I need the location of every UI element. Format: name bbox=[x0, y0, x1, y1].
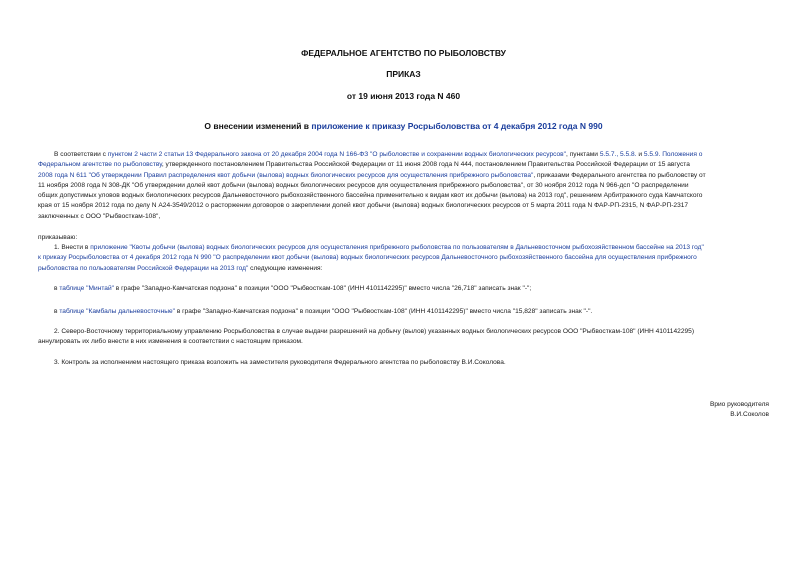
preamble-line-5: общих допустимых уловов водных биологических ресурсов Дальневосточного рыбохозяйственного бассейна применительно к видам квот их добычи (вылова) на 2013 год", решением Арбитражного суда Камчатского bbox=[38, 192, 703, 200]
change-text: в графе "Западно-Камчатская подзона" в позиции "ООО "Рыбвосткам-108" (ИНН 4101142295)" вместо числа "15,828" записать знак "-". bbox=[174, 308, 593, 315]
change-text: в графе "Западно-Камчатская подзона" в позиции "ООО "Рыбвосткам-108" (ИНН 4101142295)" вместо числа "26,718" записать знак "-"; bbox=[113, 285, 532, 292]
table-flounder-change bbox=[38, 307, 768, 317]
item-1-paragraph bbox=[38, 243, 768, 274]
appendix-link[interactable]: приложение "Квоты добычи (вылова) водных биологических ресурсов для осуществления прибрежного рыболовства по пользователям в Дальневосточном рыбохозяйственном бассейне на 2013 год" bbox=[90, 244, 704, 251]
regulation-link[interactable]: 5.5.9. Положения о bbox=[643, 151, 703, 158]
item-1-line-1 bbox=[38, 243, 768, 253]
preamble-text: , пунктами bbox=[566, 151, 600, 158]
order-word: приказываю: bbox=[38, 234, 78, 241]
table-pollock-change bbox=[38, 284, 768, 294]
title-prefix: О внесении изменений в bbox=[204, 121, 312, 131]
preamble-text: В соответствии с bbox=[54, 151, 108, 158]
preamble-line-3 bbox=[38, 171, 768, 181]
item-1-text: следующие изменения: bbox=[248, 264, 323, 272]
signatory-name: В.И.Соколов bbox=[730, 411, 769, 418]
agency-regulation-link[interactable]: Федеральном агентстве по рыболовству bbox=[38, 161, 162, 169]
order-990-link-cont[interactable]: рыболовства по пользователям Российской Федерации на 2013 год" bbox=[38, 264, 249, 272]
item-2-line-2: аннулировать их либо внести в них изменения в соответствии с настоящим приказом. bbox=[38, 338, 303, 346]
signatory-position: Врио руководителя bbox=[709, 401, 769, 408]
item-1-text: 1. Внести в bbox=[54, 244, 91, 251]
agency-heading: ФЕДЕРАЛЬНОЕ АГЕНТСТВО ПО РЫБОЛОВСТВУ bbox=[301, 48, 506, 58]
document-date-number: от 19 июня 2013 года N 460 bbox=[346, 91, 461, 101]
item-1-line-3 bbox=[38, 264, 768, 274]
preamble-paragraph bbox=[38, 150, 768, 222]
change-text: в bbox=[54, 308, 60, 315]
item-3-paragraph bbox=[38, 358, 768, 368]
table-flounder-link[interactable]: таблице "Камбалы дальневосточные" bbox=[59, 308, 175, 315]
item-1-line-2 bbox=[38, 253, 768, 263]
preamble-line-1 bbox=[38, 150, 768, 160]
preamble-text: , утвержденного постановлением Правительства Российской Федерации от 11 июня 2008 года N 444, постановлением Правительства Российской Федерации от 15 августа bbox=[161, 161, 690, 169]
table-pollock-line bbox=[38, 284, 768, 294]
document-type-heading: ПРИКАЗ bbox=[386, 69, 421, 79]
table-flounder-line bbox=[38, 307, 768, 317]
preamble-line-7: заключенных с ООО "Рыбвосткам-108", bbox=[38, 212, 161, 220]
change-text: в bbox=[54, 285, 60, 292]
preamble-text: и bbox=[636, 151, 644, 158]
item-2-line-1: 2. Северо-Восточному территориальному управлению Росрыболовства в случае выдачи разрешений на добычу (вылов) указанных водных биологических ресурсов ООО "Рыбвосткам-108" (ИНН 4101142295) bbox=[54, 328, 695, 335]
item-3-line: 3. Контроль за исполнением настоящего приказа возложить на заместителя руководителя Федерального агентства по рыболовству В.И.Соколова. bbox=[54, 359, 506, 366]
preamble-line-4: 11 ноября 2008 года N 308-ДК "Об утверждении долей квот добычи (вылова) водных биологических ресурсов для осуществления прибрежного рыболовства", от 30 ноября 2012 года N 966-дсп "О распределении bbox=[38, 181, 689, 189]
preamble-line-2 bbox=[38, 160, 768, 170]
item-2-paragraph bbox=[38, 327, 768, 348]
preamble-text: , приказами Федерального агентства по рыболовству от bbox=[533, 171, 706, 179]
decree-link[interactable]: 2008 года N 611 "Об утверждении Правил распределения квот добычи (вылова) водных биологических ресурсов для осуществления прибрежного рыболовства" bbox=[38, 171, 534, 179]
preamble-line-6: края от 15 ноября 2012 года по делу N А24-3549/2012 о расторжении договоров о закреплении долей квот добычи (вылова) водных биологических ресурсов от 5 марта 2011 года N ФАР-РП-2315, N ФАР-РП-2317 bbox=[38, 202, 689, 210]
title-link[interactable]: приложение к приказу Росрыболовства от 4 декабря 2012 года N 990 bbox=[311, 121, 603, 131]
table-pollock-link[interactable]: таблице "Минтай" bbox=[59, 285, 114, 292]
order-990-link[interactable]: к приказу Росрыболовства от 4 декабря 2012 года N 990 "О распределении квот добычи (вылова) водных биологических ресурсов Дальневосточного рыбохозяйственного бассейна для осуществления прибрежного bbox=[38, 254, 697, 262]
law-link[interactable]: пунктом 2 части 2 статьи 13 Федерального закона от 20 декабря 2004 года N 166-ФЗ "О рыболовстве и сохранении водных биологических ресурсов" bbox=[107, 151, 567, 158]
points-link[interactable]: 5.5.7., 5.5.8. bbox=[599, 151, 637, 158]
document-title bbox=[0, 121, 807, 131]
